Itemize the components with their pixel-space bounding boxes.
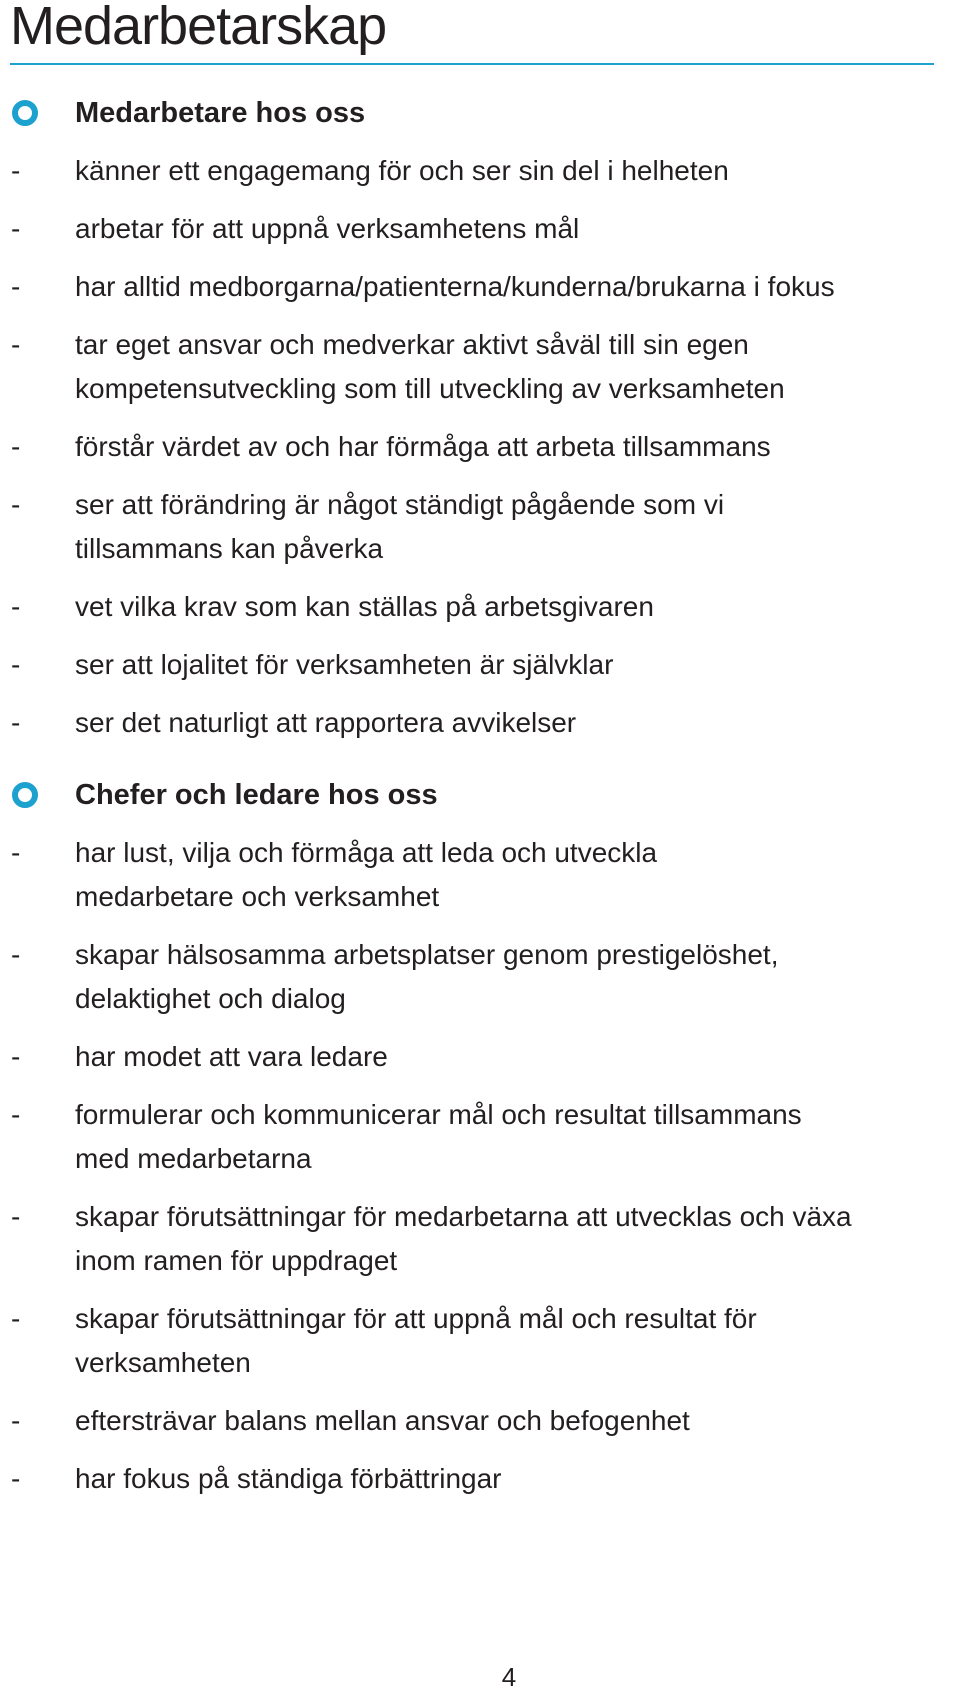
list-item-text: känner ett engagemang för och ser sin del i helheten — [75, 155, 729, 186]
list-item-text: ser det naturligt att rapportera avvikelser — [75, 707, 577, 738]
list-item — [0, 585, 960, 629]
list-item-text: vet vilka krav som kan ställas på arbetsgivaren — [75, 591, 654, 622]
dash-marker: - — [11, 649, 21, 680]
ring-bullet-icon — [12, 100, 38, 126]
list-item-text: ser att lojalitet för verksamheten är självklar — [75, 649, 614, 680]
list-item — [0, 933, 960, 1021]
dash-marker: - — [11, 1201, 21, 1232]
dash-marker: - — [11, 1463, 21, 1494]
list-item — [0, 831, 960, 919]
dash-marker: - — [11, 271, 21, 302]
dash-marker: - — [11, 155, 21, 186]
list-item-text: skapar förutsättningar för att uppnå mål och resultat för verksamheten — [75, 1303, 757, 1378]
list-item-text: har modet att vara ledare — [75, 1041, 388, 1072]
list-item — [0, 207, 960, 251]
list-item — [0, 483, 960, 571]
list-item — [0, 265, 960, 309]
ring-bullet-icon — [12, 782, 38, 808]
list-item — [0, 1399, 960, 1443]
list-item-text: skapar hälsosamma arbetsplatser genom prestigelöshet, delaktighet och dialog — [75, 939, 779, 1014]
document-body — [0, 91, 960, 1515]
list-item — [0, 1195, 960, 1283]
page-number: 4 — [501, 1662, 517, 1692]
dash-marker: - — [11, 329, 21, 360]
list-item-text: ser att förändring är något ständigt pågående som vi tillsammans kan påverka — [75, 489, 725, 564]
list-item — [0, 1093, 960, 1181]
dash-marker: - — [11, 837, 21, 868]
dash-marker: - — [11, 1099, 21, 1130]
dash-marker: - — [11, 1303, 21, 1334]
page-title: Medarbetarskap — [10, 0, 387, 56]
dash-marker: - — [11, 431, 21, 462]
dash-marker: - — [11, 707, 21, 738]
list-item — [0, 1035, 960, 1079]
list-item — [0, 643, 960, 687]
list-item-text: formulerar och kommunicerar mål och resultat tillsammans med medarbetarna — [75, 1099, 802, 1174]
list-item-text: har alltid medborgarna/patienterna/kunderna/brukarna i fokus — [75, 271, 835, 302]
dash-marker: - — [11, 213, 21, 244]
dash-marker: - — [11, 591, 21, 622]
dash-marker: - — [11, 489, 21, 520]
list-item-text: skapar förutsättningar för medarbetarna att utvecklas och växa inom ramen för uppdraget — [75, 1201, 852, 1276]
section-heading-text: Medarbetare hos oss — [75, 97, 366, 129]
dash-marker: - — [11, 1405, 21, 1436]
list-item-text: tar eget ansvar och medverkar aktivt såväl till sin egen kompetensutveckling som till utveckling av verksamheten — [75, 329, 785, 404]
list-item-text: arbetar för att uppnå verksamhetens mål — [75, 213, 580, 244]
title-divider — [10, 63, 934, 65]
list-item — [0, 425, 960, 469]
section-heading-text: Chefer och ledare hos oss — [75, 779, 438, 811]
list-item — [0, 701, 960, 745]
list-item-text: eftersträvar balans mellan ansvar och befogenhet — [75, 1405, 690, 1436]
section-heading-employees — [0, 91, 960, 137]
list-item — [0, 1457, 960, 1501]
list-item — [0, 1297, 960, 1385]
list-item-text: har lust, vilja och förmåga att leda och utveckla medarbetare och verksamhet — [75, 837, 658, 912]
list-item — [0, 149, 960, 193]
list-item-text: har fokus på ständiga förbättringar — [75, 1463, 502, 1494]
list-item-text: förstår värdet av och har förmåga att arbeta tillsammans — [75, 431, 771, 462]
section-heading-managers — [0, 773, 960, 819]
dash-marker: - — [11, 939, 21, 970]
dash-marker: - — [11, 1041, 21, 1072]
list-item — [0, 323, 960, 411]
